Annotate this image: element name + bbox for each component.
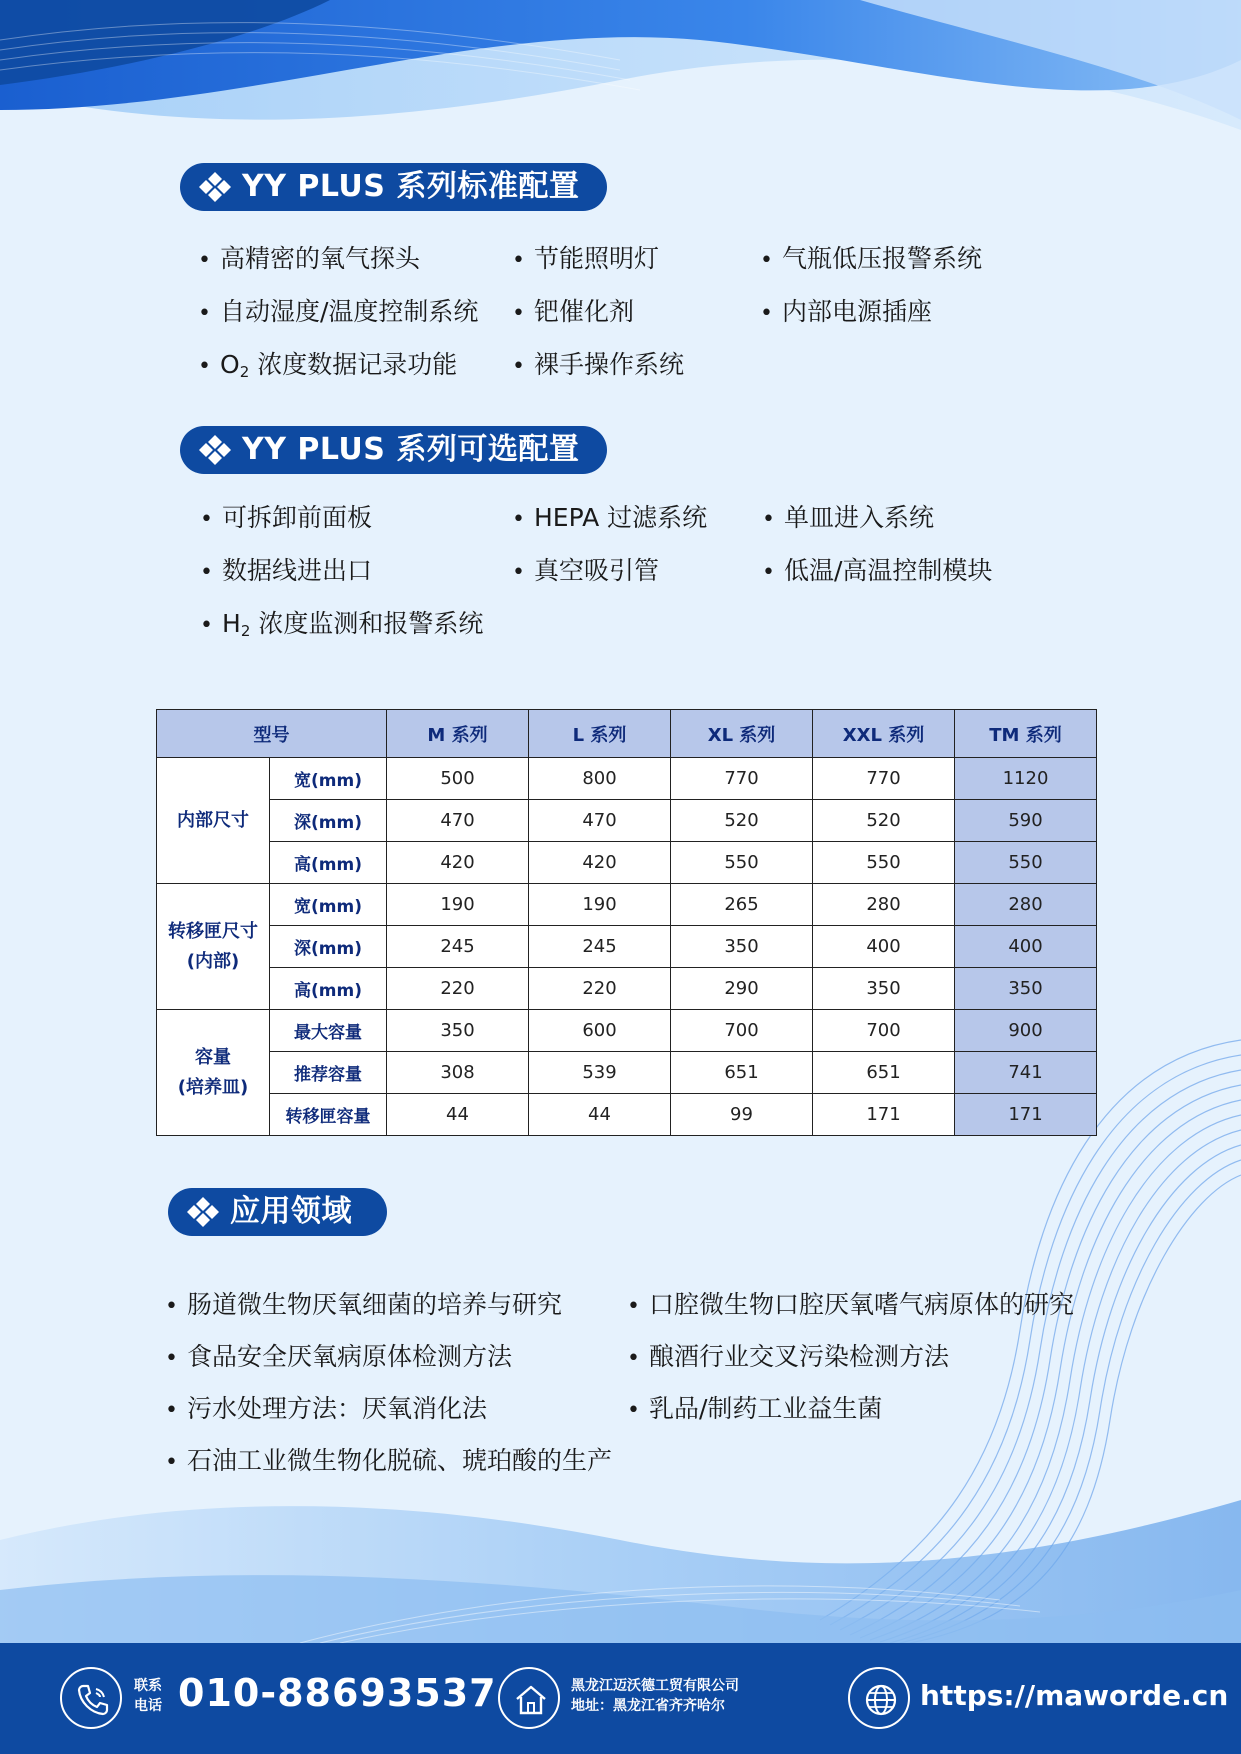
globe-icon: [863, 1682, 899, 1718]
phone-icon-circle: [60, 1667, 122, 1729]
column-header: TM 系列: [955, 710, 1097, 758]
list-item: • $H_2$ 浓度监测和报警系统: [200, 607, 483, 648]
table-cell: 520: [813, 800, 955, 842]
table-cell: 500: [387, 758, 529, 800]
section-header-applications: [168, 1188, 387, 1236]
table-row: [157, 968, 1097, 1010]
table-cell: 651: [671, 1052, 813, 1094]
column-header: XXL 系列: [813, 710, 955, 758]
diamond-icon: [198, 434, 232, 466]
table-cell: 590: [955, 800, 1097, 842]
list-item: • 数据线进出口: [200, 554, 372, 590]
list-item: • 自动湿度/温度控制系统: [198, 295, 478, 331]
list-item: • 内部电源插座: [760, 295, 932, 331]
table-cell: 700: [813, 1010, 955, 1052]
table-row: [157, 800, 1097, 842]
table-cell: 245: [387, 926, 529, 968]
list-item: • 钯催化剂: [512, 295, 634, 331]
table-cell: 420: [387, 842, 529, 884]
list-item: • 肠道微生物厌氧细菌的培养与研究: [165, 1288, 562, 1324]
table-row: [157, 758, 1097, 800]
list-item: • 酿酒行业交叉污染检测方法: [627, 1340, 949, 1376]
table-cell: 520: [671, 800, 813, 842]
table-cell: 190: [529, 884, 671, 926]
table-cell: 400: [955, 926, 1097, 968]
table-cell: 171: [813, 1094, 955, 1136]
section-title: YY PLUS 系列标准配置: [242, 169, 580, 204]
table-cell: 44: [387, 1094, 529, 1136]
row-label: 高(mm): [270, 968, 387, 1010]
list-item: • 裸手操作系统: [512, 348, 684, 384]
column-header: 型号: [157, 710, 387, 758]
table-cell: 280: [955, 884, 1097, 926]
table-cell: 770: [671, 758, 813, 800]
table-cell: 220: [387, 968, 529, 1010]
row-label: 转移匣容量: [270, 1094, 387, 1136]
list-item: • 低温/高温控制模块: [762, 554, 992, 590]
row-group-label: 容量 (培养皿): [157, 1010, 270, 1136]
table-cell: 900: [955, 1010, 1097, 1052]
table-row: [157, 842, 1097, 884]
table-cell: 280: [813, 884, 955, 926]
column-header: M 系列: [387, 710, 529, 758]
table-cell: 350: [955, 968, 1097, 1010]
list-item: • $O_2$ 浓度数据记录功能: [198, 348, 457, 389]
table-cell: 600: [529, 1010, 671, 1052]
table-cell: 190: [387, 884, 529, 926]
row-label: 深(mm): [270, 800, 387, 842]
table-cell: 350: [387, 1010, 529, 1052]
table-cell: 539: [529, 1052, 671, 1094]
row-group-label: 内部尺寸: [157, 758, 270, 884]
phone-number: 010-88693537: [178, 1671, 497, 1715]
row-label: 高(mm): [270, 842, 387, 884]
table-cell: 308: [387, 1052, 529, 1094]
table-cell: 420: [529, 842, 671, 884]
list-item: • 高精密的氧气探头: [198, 242, 420, 278]
table-cell: 245: [529, 926, 671, 968]
list-item: • 乳品/制药工业益生菌: [627, 1392, 882, 1428]
diamond-icon: [198, 171, 232, 203]
spec-table: [156, 709, 1097, 1136]
table-row: [157, 1010, 1097, 1052]
list-item: • 可拆卸前面板: [200, 501, 372, 537]
table-row: [157, 1052, 1097, 1094]
table-row: [157, 884, 1097, 926]
table-row: [157, 926, 1097, 968]
list-item: • 污水处理方法：厌氧消化法: [165, 1392, 487, 1428]
row-label: 最大容量: [270, 1010, 387, 1052]
row-label: 宽(mm): [270, 758, 387, 800]
list-item: • 石油工业微生物化脱硫、琥珀酸的生产: [165, 1444, 612, 1480]
table-cell: 651: [813, 1052, 955, 1094]
section-header-standard: [180, 163, 607, 211]
list-item: • 节能照明灯: [512, 242, 659, 278]
row-label: 宽(mm): [270, 884, 387, 926]
table-cell: 550: [671, 842, 813, 884]
list-item: • 食品安全厌氧病原体检测方法: [165, 1340, 512, 1376]
section-title: 应用领域: [230, 1194, 352, 1229]
row-group-label: 转移匣尺寸 (内部): [157, 884, 270, 1010]
table-cell: 470: [387, 800, 529, 842]
globe-icon-circle: [848, 1667, 910, 1729]
diamond-icon: [186, 1196, 220, 1228]
table-cell: 350: [813, 968, 955, 1010]
home-icon: [513, 1682, 549, 1718]
table-cell: 290: [671, 968, 813, 1010]
list-item: • HEPA 过滤系统: [512, 501, 707, 537]
website-link[interactable]: https://mawordе.cn: [920, 1679, 1229, 1712]
table-header-row: [157, 710, 1097, 758]
column-header: L 系列: [529, 710, 671, 758]
list-item: • 气瓶低压报警系统: [760, 242, 982, 278]
table-cell: 700: [671, 1010, 813, 1052]
table-cell: 1120: [955, 758, 1097, 800]
footer-bar: [0, 1643, 1241, 1754]
table-cell: 220: [529, 968, 671, 1010]
table-cell: 800: [529, 758, 671, 800]
table-cell: 550: [955, 842, 1097, 884]
row-label: 推荐容量: [270, 1052, 387, 1094]
list-item: • 单皿进入系统: [762, 501, 934, 537]
table-cell: 770: [813, 758, 955, 800]
table-cell: 44: [529, 1094, 671, 1136]
table-row: [157, 1094, 1097, 1136]
list-item: • 口腔微生物口腔厌氧嗜气病原体的研究: [627, 1288, 1074, 1324]
table-cell: 400: [813, 926, 955, 968]
contact-label: 联系 电话: [134, 1678, 162, 1714]
company-info: 黑龙江迈沃德工贸有限公司 地址：黑龙江省齐齐哈尔: [571, 1678, 739, 1714]
table-cell: 350: [671, 926, 813, 968]
section-header-optional: [180, 426, 607, 474]
table-cell: 741: [955, 1052, 1097, 1094]
section-title: YY PLUS 系列可选配置: [242, 432, 580, 467]
home-icon-circle: [498, 1667, 560, 1729]
table-cell: 99: [671, 1094, 813, 1136]
phone-icon: [75, 1682, 111, 1718]
table-cell: 470: [529, 800, 671, 842]
table-cell: 550: [813, 842, 955, 884]
table-cell: 265: [671, 884, 813, 926]
row-label: 深(mm): [270, 926, 387, 968]
column-header: XL 系列: [671, 710, 813, 758]
list-item: • 真空吸引管: [512, 554, 659, 590]
table-cell: 171: [955, 1094, 1097, 1136]
